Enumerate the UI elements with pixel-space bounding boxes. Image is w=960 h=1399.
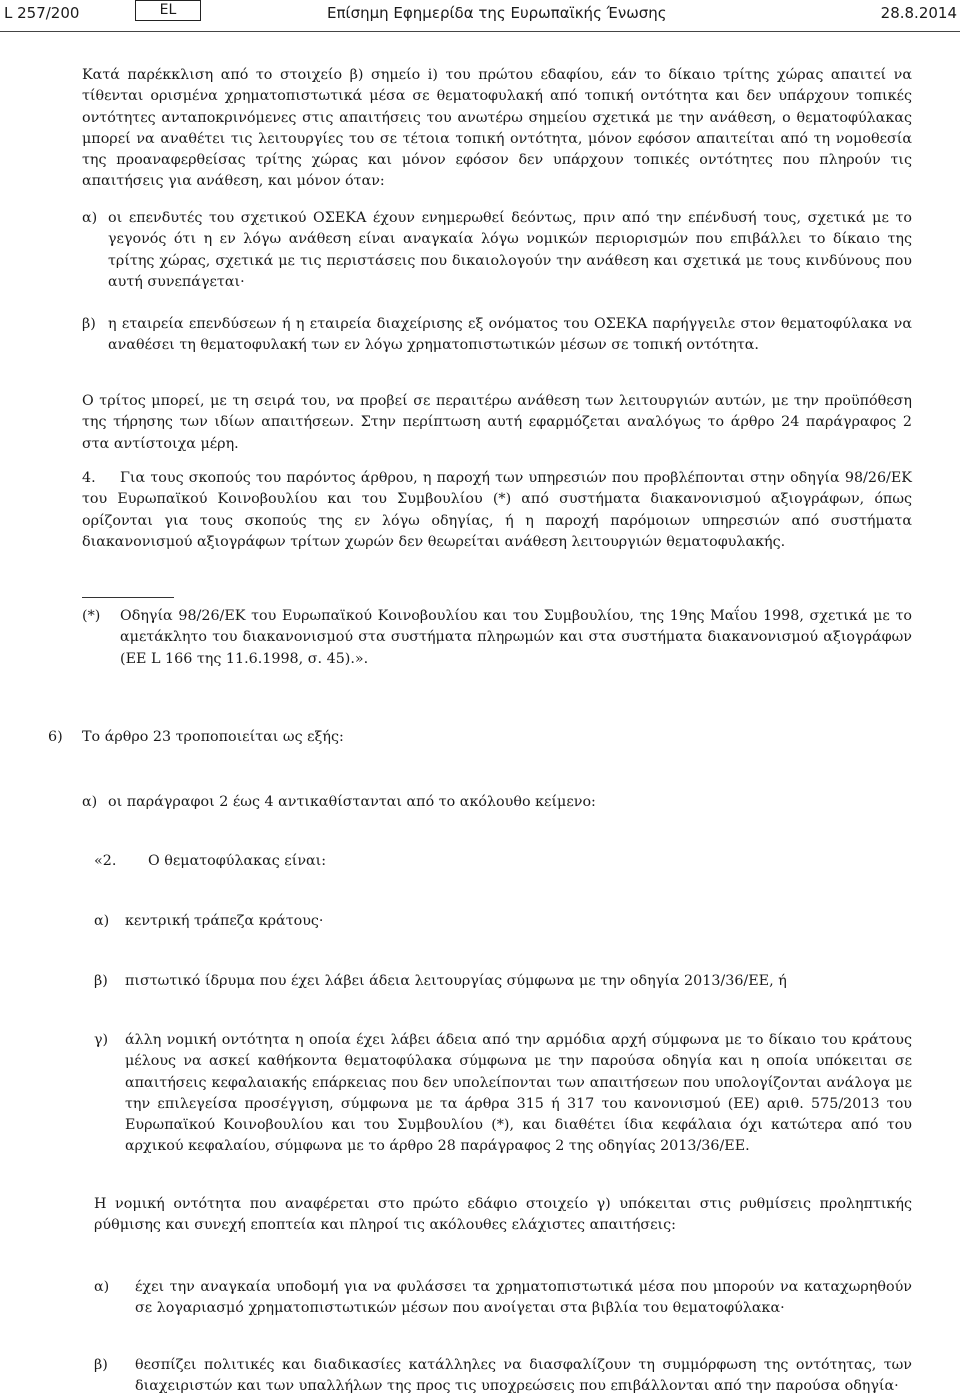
custodian-c: [125, 1030, 912, 1158]
condition-a-text: [108, 208, 912, 293]
header-rule: [0, 31, 960, 32]
condition-b-text: [108, 314, 912, 357]
paragraph-2-text: Ο θεματοφύλακας είναι:: [148, 853, 327, 869]
paragraph-4-text: Για τους σκοπούς του παρόντος άρθρου, η παροχή των υπηρεσιών που προβλέπονται στην οδηγία 98/26/ΕΚ του Ευρωπαϊκού Κοινοβουλίου και του Συμβουλίου (*) από συστήματα διακανονισμού αξιογράφων, όπως ορίζονται για τους σκοπούς της εν λόγω οδηγίας, ή η παροχή παρόμοιων υπηρεσιών από συστήματα διακανονισμού αξιογράφων τρίτων χωρών δεν θεωρείται ανάθεση λειτουργιών θεματοφυλακής.: [82, 470, 912, 550]
footnote: [120, 606, 912, 670]
journal-title: Επίσημη Εφημερίδα της Ευρωπαϊκής Ένωσης: [327, 4, 667, 22]
custodian-b-label: β): [94, 973, 108, 989]
requirement-a-label: α): [94, 1279, 110, 1295]
footnote-text: Οδηγία 98/26/ΕΚ του Ευρωπαϊκού Κοινοβουλίου και του Συμβουλίου, της 19ης Μαΐου 1998, σχετικά με το αμετάκλητο του διακανονισμού στα συστήματα πληρωμών και στα συστήματα διακανονισμού αξιογράφων (ΕΕ L 166 της 11.6.1998, σ. 45).».: [120, 608, 912, 667]
custodian-b-text: πιστωτικό ίδρυμα που έχει λάβει άδεια λειτουργίας σύμφωνα με την οδηγία 2013/36/ΕΕ, ή: [125, 973, 787, 989]
requirement-a-text: έχει την αναγκαία υποδομή για να φυλάσσει τα χρηματοπιστωτικά μέσα που μπορούν να καταχωρηθούν σε λογαριασμό χρηματοπιστωτικών μέσων που ανοίγεται στα βιβλία του θεματοφύλακα·: [135, 1279, 912, 1317]
page-header: [0, 0, 960, 36]
page-number: L 257/200: [4, 4, 80, 22]
paragraph-4-number: 4.: [82, 470, 96, 486]
item-6a-label: α): [82, 794, 98, 810]
language-badge: EL: [135, 0, 201, 21]
item-6a-text: οι παράγραφοι 2 έως 4 αντικαθίστανται από το ακόλουθο κείμενο:: [108, 794, 596, 810]
requirement-b-text: θεσπίζει πολιτικές και διαδικασίες κατάλληλες να διασφαλίζουν τη συμμόρφωση της οντότητας, των διαχειριστών και των υπαλλήλων της προς τις υποχρεώσεις που επιβάλλονται από την παρούσα οδηγία·: [135, 1357, 912, 1395]
item-6-text: Το άρθρο 23 τροποποιείται ως εξής:: [82, 729, 344, 745]
third-party-paragraph: [82, 391, 912, 455]
condition-a-label: α): [82, 210, 98, 226]
paragraph-2-number: «2.: [94, 853, 117, 869]
requirement-a: [135, 1277, 912, 1320]
custodian-c-text: άλλη νομική οντότητα η οποία έχει λάβει άδεια από την αρμόδια αρχή σύμφωνα με το δίκαιο του κράτους μέλους να ασκεί καθήκοντα θεματοφύλακα σύμφωνα με την παρούσα οδηγία και η οποία υπόκειται σε απαιτήσεις κεφαλαιακής επάρκειας που δεν υπολείπονται των απαιτήσεων που υπολογίζονται ανάλογα με την επιλεγείσα προσέγγιση, σύμφωνα με τα άρθρα 315 ή 317 του κανονισμού (ΕΕ) αριθ. 575/2013 του Ευρωπαϊκού Κοινοβουλίου και του Συμβουλίου (*), και διαθέτει ίδια κεφάλαια όχι κατώτερα από του αρχικού κεφαλαίου, σύμφωνα με το άρθρο 28 παράγραφος 2 της οδηγίας 2013/36/ΕΕ.: [125, 1032, 912, 1155]
requirement-b: [135, 1355, 912, 1398]
legal-entity-paragraph-text: Η νομική οντότητα που αναφέρεται στο πρώτο εδάφιο στοιχείο γ) υπόκειται στις ρυθμίσεις προληπτικής ρύθμισης και συνεχή εποπτεία και πληροί τις ακόλουθες ελάχιστες απαιτήσεις:: [94, 1196, 912, 1234]
legal-entity-paragraph: [94, 1194, 912, 1237]
footnote-marker: (*): [82, 608, 101, 624]
item-6-number: 6): [48, 729, 63, 745]
condition-b-paragraph: η εταιρεία επενδύσεων ή η εταιρεία διαχείρισης εξ ονόματος του ΟΣΕΚΑ παρήγγειλε στον θεματοφύλακα να αναθέσει τη θεματοφυλακή των εν λόγω χρηματοπιστωτικών μέσων σε τοπική οντότητα.: [108, 316, 912, 354]
third-party-paragraph-text: Ο τρίτος μπορεί, με τη σειρά του, να προβεί σε περαιτέρω ανάθεση των λειτουργιών αυτών, με την προϋπόθεση της τήρησης των ιδίων απαιτήσεων. Στην περίπτωση αυτή εφαρμόζεται αναλόγως το άρθρο 24 παράγραφος 2 στα αντίστοιχα μέρη.: [82, 393, 912, 452]
custodian-c-label: γ): [94, 1032, 109, 1048]
footnote-separator: [82, 597, 174, 598]
condition-b-label: β): [82, 316, 96, 332]
publication-date: 28.8.2014: [880, 4, 957, 22]
custodian-a-label: α): [94, 913, 110, 929]
intro-paragraph: [82, 65, 912, 193]
paragraph-4: [82, 468, 912, 553]
custodian-a-text: κεντρική τράπεζα κράτους·: [125, 913, 324, 929]
requirement-b-label: β): [94, 1357, 108, 1373]
condition-a-paragraph: οι επενδυτές του σχετικού ΟΣΕΚΑ έχουν ενημερωθεί δεόντως, πριν από την επένδυσή τους, σχετικά με το γεγονός ότι η εν λόγω ανάθεση είναι αναγκαία λόγω νομικών περιορισμών που επιβάλλει το δίκαιο της τρίτης χώρας, σχετικά με τις περιστάσεις που δικαιολογούν την ανάθεση και σχετικά με τους κινδύνους που αυτή συνεπάγεται·: [108, 210, 912, 290]
intro-paragraph-text: Κατά παρέκκλιση από το στοιχείο β) σημείο i) του πρώτου εδαφίου, εάν το δίκαιο τρίτης χώρας απαιτεί να τίθενται ορισμένα χρηματοπιστωτικά μέσα σε θεματοφυλακή από τοπική οντότητα και δεν υπάρχουν τοπικές οντότητες ανταποκρινόμενες στις απαιτήσεις του ανωτέρω σημείου σχετικά με την ανάθεση, ο θεματοφύλακας μπορεί να αναθέτει τις λειτουργίες του σε τέτοια τοπική οντότητα, μόνον εφόσον απαιτείται από τη νομοθεσία της προαναφερθείσας τρίτης χώρας και μόνον εφόσον δεν υπάρχουν τοπικές οντότητες που πληρούν τις απαιτήσεις για ανάθεση, και μόνον όταν:: [82, 67, 912, 190]
